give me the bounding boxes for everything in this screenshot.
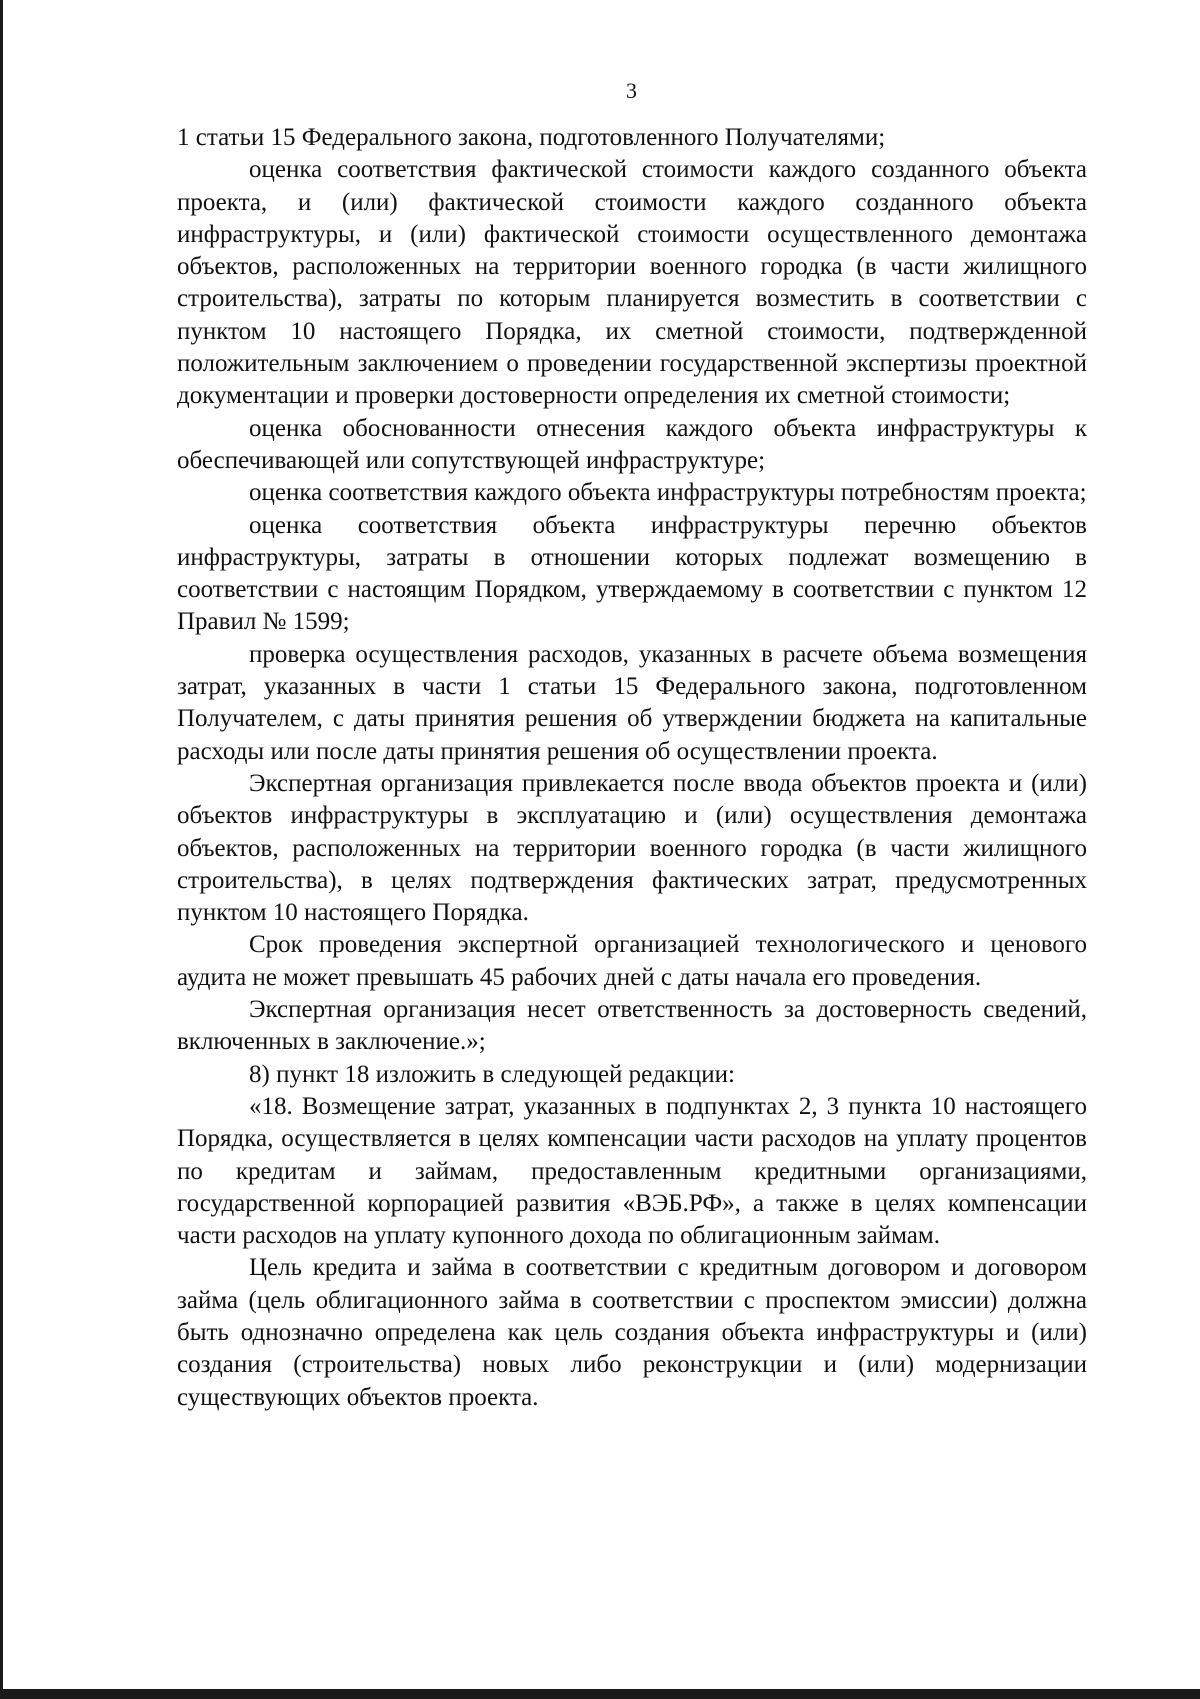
paragraph-audit-term: Срок проведения экспертной организацией технологического и ценового аудита не может превышать 45 рабочих дней с даты начала его проведения. (177, 931, 1087, 991)
paragraph-infrastructure-needs: оценка соответствия каждого объекта инфраструктуры потребностям проекта; (249, 479, 1087, 507)
page-number: 3 (626, 78, 637, 103)
paragraph-responsibility: Экспертная организация несет ответственность за достоверность сведений, включенных в заключение.»; (177, 996, 1087, 1056)
paragraph-item-8: 8) пункт 18 изложить в следующей редакции: (249, 1060, 735, 1088)
scan-edge-left (0, 0, 3, 1699)
scan-edge-bottom (0, 1689, 1200, 1699)
paragraph-clause-18: «18. Возмещение затрат, указанных в подпунктах 2, 3 пункта 10 настоящего Порядка, осуществляется в целях компенсации части расходов на уплату процентов по кредитам и займам, предоставленным кредитными организациями, государственной корпорацией развития «ВЭБ.РФ», а также в целях компенсации части расходов на уплату купонного дохода по облигационным займам. (177, 1092, 1087, 1250)
document-body (177, 122, 1087, 1414)
paragraph-infrastructure-list: оценка соответствия объекта инфраструктуры перечню объектов инфраструктуры, затраты в отношении которых подлежат возмещению в соответствии с настоящим Порядком, утверждаемому в соответствии с пунктом 12 Правил № 1599; (177, 511, 1087, 636)
paragraph-continuation: 1 статьи 15 Федерального закона, подготовленного Получателями; (177, 124, 886, 151)
paragraph-infrastructure-justification: оценка обоснованности отнесения каждого объекта инфраструктуры к обеспечивающей или сопутствующей инфраструктуре; (177, 414, 1087, 474)
paragraph-expense-check: проверка осуществления расходов, указанных в расчете объема возмещения затрат, указанных в части 1 статьи 15 Федерального закона, подготовленном Получателем, с даты принятия решения об утверждении бюджета на капитальные расходы или после даты принятия решения об осуществлении проекта. (177, 640, 1087, 765)
paragraph-cost-assessment: оценка соответствия фактической стоимости каждого созданного объекта проекта, и (или) фактической стоимости каждого созданного объекта инфраструктуры, и (или) фактической стоимости осуществленного демонтажа объектов, расположенных на территории военного городка (в части жилищного строительства), затраты по которым планируется возместить в соответствии с пунктом 10 настоящего Порядка, их сметной стоимости, подтвержденной положительным заключением о проведении государственной экспертизы проектной документации и проверки достоверности определения их сметной стоимости; (177, 156, 1087, 410)
paragraph-expert-organization: Экспертная организация привлекается после ввода объектов проекта и (или) объектов инфраструктуры в эксплуатацию и (или) осуществления демонтажа объектов, расположенных на территории военного городка (в части жилищного строительства), в целях подтверждения фактических затрат, предусмотренных пунктом 10 настоящего Порядка. (177, 769, 1087, 927)
paragraph-loan-purpose: Цель кредита и займа в соответствии с кредитным договором и договором займа (цель облигационного займа в соответствии с проспектом эмиссии) должна быть однозначно определена как цель создания объекта инфраструктуры и (или) создания (строительства) новых либо реконструкции и (или) модернизации существующих объектов проекта. (177, 1254, 1087, 1411)
